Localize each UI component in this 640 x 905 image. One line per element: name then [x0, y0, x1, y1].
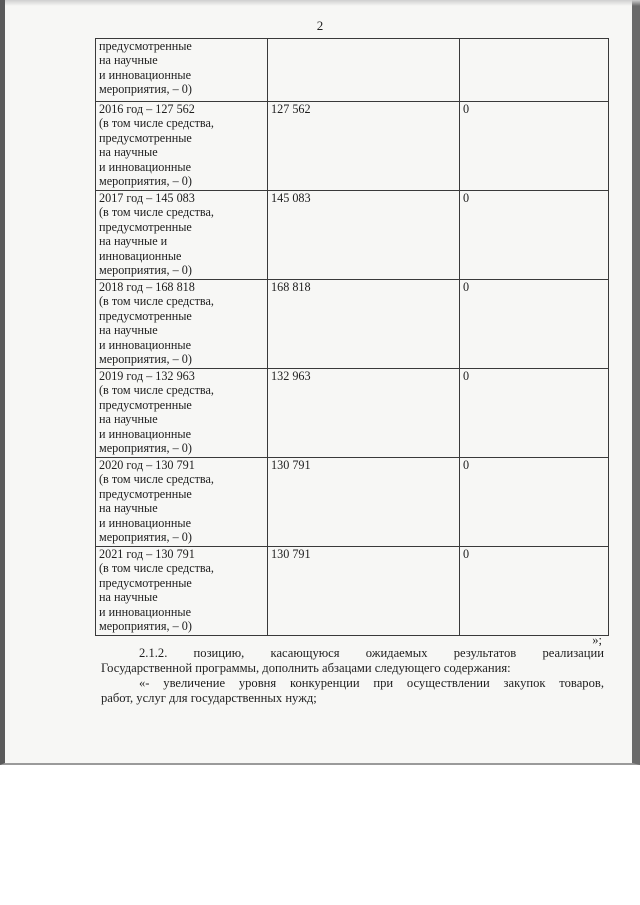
- table-row: [96, 102, 609, 191]
- other-source-cell: 0: [460, 547, 609, 636]
- year-funding-cell: 2018 год – 168 818 (в том числе средства, предусмотренные на научные и инновационные мероприятия, – 0): [96, 280, 268, 369]
- amount-cell: 130 791: [268, 547, 460, 636]
- year-funding-cell: 2017 год – 145 083 (в том числе средства, предусмотренные на научные и инновационные мероприятия, – 0): [96, 191, 268, 280]
- bullet-competition-line-1: «- увеличение уровня конкуренции при осуществлении закупок товаров,: [139, 676, 604, 690]
- amount-cell: [268, 39, 460, 102]
- amount-cell: 145 083: [268, 191, 460, 280]
- amount-cell: 132 963: [268, 369, 460, 458]
- other-source-cell: 0: [460, 458, 609, 547]
- other-source-cell: 0: [460, 280, 609, 369]
- table-row: [96, 280, 609, 369]
- year-funding-cell: 2020 год – 130 791 (в том числе средства, предусмотренные на научные и инновационные мероприятия, – 0): [96, 458, 268, 547]
- amount-cell: 168 818: [268, 280, 460, 369]
- other-source-cell: 0: [460, 191, 609, 280]
- table-row: [96, 369, 609, 458]
- amount-cell: 130 791: [268, 458, 460, 547]
- amount-cell: 127 562: [268, 102, 460, 191]
- funding-table-body: [96, 39, 609, 636]
- table-row: [96, 191, 609, 280]
- table-row: [96, 458, 609, 547]
- funding-table: [95, 38, 609, 636]
- scan-edge-shadow: [5, 0, 640, 6]
- paragraph-2-1-2-line-2: Государственной программы, дополнить абзацами следующего содержания:: [101, 661, 511, 675]
- other-source-cell: [460, 39, 609, 102]
- year-funding-cell: 2021 год – 130 791 (в том числе средства, предусмотренные на научные и инновационные мероприятия, – 0): [96, 547, 268, 636]
- paragraph-2-1-2-line-1: 2.1.2. позицию, касающуюся ожидаемых результатов реализации: [139, 646, 604, 660]
- bullet-competition-line-2: работ, услуг для государственных нужд;: [101, 691, 317, 705]
- other-source-cell: 0: [460, 369, 609, 458]
- year-funding-cell: 2019 год – 132 963 (в том числе средства, предусмотренные на научные и инновационные мероприятия, – 0): [96, 369, 268, 458]
- year-funding-cell: 2016 год – 127 562 (в том числе средства, предусмотренные на научные и инновационные мероприятия, – 0): [96, 102, 268, 191]
- table-row: [96, 547, 609, 636]
- table-row: [96, 39, 609, 102]
- closing-quote-mark: »;: [592, 633, 602, 647]
- other-source-cell: 0: [460, 102, 609, 191]
- page-number: 2: [316, 18, 324, 33]
- year-funding-cell: предусмотренные на научные и инновационные мероприятия, – 0): [96, 39, 268, 102]
